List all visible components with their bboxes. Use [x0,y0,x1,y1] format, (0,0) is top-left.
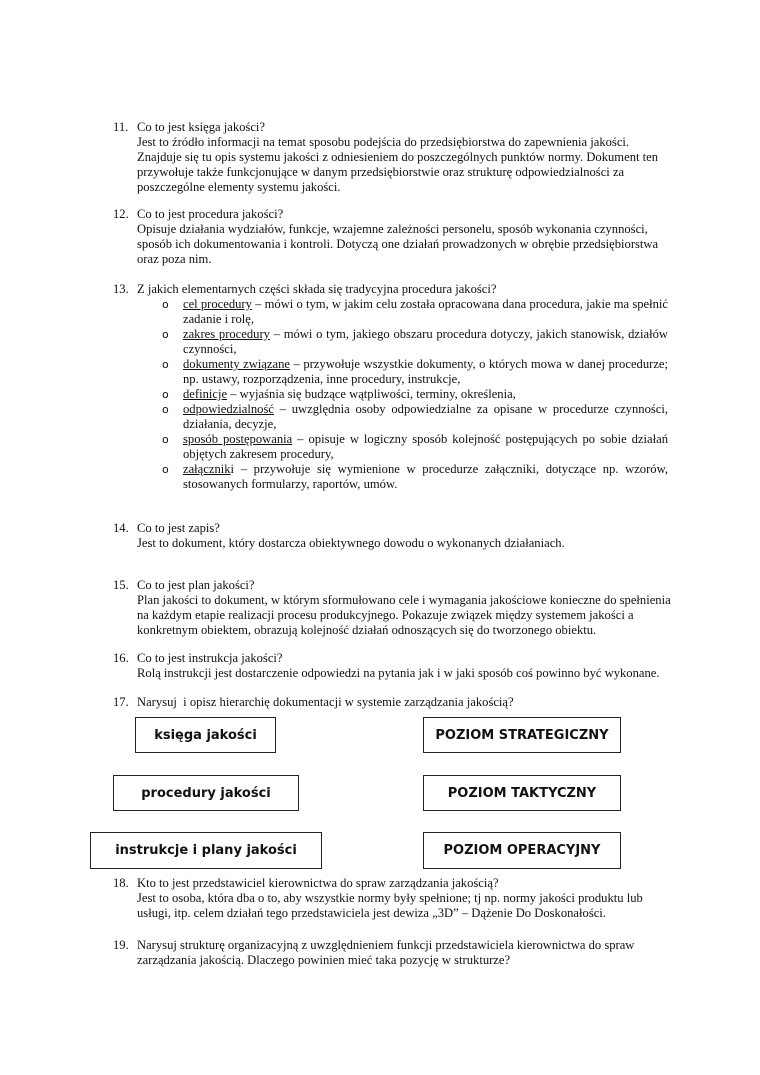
question-19 [113,938,673,968]
list-item-text: – mówi o tym, jakiego obszaru procedura dotyczy, jakich stanowisk, działów czynności, [183,327,668,356]
list-item-term: sposób postępowania [183,432,293,446]
bullet-circle-icon: o [162,388,169,401]
question-16 [113,651,673,681]
answer-text: Plan jakości to dokument, w którym sformułowano cele i wymagania jakościowe konieczne do spełnienia na każdym etapie realizacji procesu produkcyjnego. Pokazuje związek między systemem jakości a konkretnym obiektem, obrazują kolejność działań odnoszących się do tworzonego obiektu. [137,593,671,637]
question-number: 13. [113,282,129,296]
answer-text: Jest to źródło informacji na temat sposobu podejścia do przedsiębiorstwa do zapewnienia jakości. Znajduje się tu opis systemu jakości z odniesieniem do poszczególnych punktów normy. Dokument ten przywołuje także funkcjonujące w danym przedsiębiorstwie oraz strukturę odpowiedzialności za poszczególne elementy systemu jakości. [137,135,659,194]
bullet-circle-icon: o [162,463,169,476]
box-quality-procedures: procedury jakości [113,775,299,811]
question-number: 11. [113,120,129,134]
box-instructions-and-plans: instrukcje i plany jakości [90,832,322,869]
question-11 [113,120,673,195]
question-number: 19. [113,938,129,952]
question-12 [113,207,673,267]
answer-text: Opisuje działania wydziałów, funkcje, wzajemne zależności personelu, sposób wykonania czynności, sposób ich dokumentowania i kontroli. Dotyczą one działań prowadzonych w obrębie przedsiębiorstwa oraz poza nim. [137,222,659,266]
procedure-parts-list [162,297,668,492]
question-text: Narysuj strukturę organizacyjną z uwzględnieniem funkcji przedstawiciela kierownictwa do spraw zarządzania jakością. Dlaczego powinien mieć taka pozycję w strukturze? [137,938,635,967]
list-item [162,402,668,432]
question-text: Co to jest instrukcja jakości? [137,651,283,665]
question-text: Co to jest księga jakości? [137,120,266,134]
bullet-circle-icon: o [162,328,169,341]
question-number: 14. [113,521,129,535]
list-item-text: – przywołuje wszystkie dokumenty, o których mowa w danej procedurze; np. ustawy, rozporządzenia, inne procedury, instrukcje, [183,357,668,386]
bullet-circle-icon: o [162,433,169,446]
question-14 [113,521,673,551]
question-text: Co to jest zapis? [137,521,220,535]
question-number: 15. [113,578,129,592]
question-text: Kto to jest przedstawiciel kierownictwa do spraw zarządzania jakością? [137,876,499,890]
list-item [162,432,668,462]
answer-text: Rolą instrukcji jest dostarczenie odpowiedzi na pytania jak i w jaki sposób coś powinno być wykonane. [137,666,660,680]
question-17 [113,695,673,710]
question-text: Co to jest plan jakości? [137,578,255,592]
list-item-text: – mówi o tym, w jakim celu została opracowana dana procedura, jakie ma spełnić zadanie i rolę, [183,297,668,326]
list-item-term: załącznik [183,462,231,476]
list-item [162,357,668,387]
bullet-circle-icon: o [162,358,169,371]
answer-text: Jest to osoba, która dba o to, aby wszystkie normy były spełnione; tj np. normy jakości produktu lub usługi, itp. celem działań tego przedstawiciela jest dewiza „3D” – Dążenie Do Doskonałości. [137,891,643,920]
box-quality-manual: księga jakości [135,717,276,753]
box-operational-level: POZIOM OPERACYJNY [423,832,621,869]
box-strategic-level: POZIOM STRATEGICZNY [423,717,621,753]
question-number: 18. [113,876,129,890]
list-item-term: cel procedury [183,297,252,311]
list-item [162,327,668,357]
list-item [162,387,668,402]
list-item-text: – wyjaśnia się budzące wątpliwości, terminy, określenia, [227,387,516,401]
list-item-term: dokumenty związane [183,357,291,371]
list-item-text: – opisuje w logiczny sposób kolejność postępujących po sobie działań objętych zakresem procedury, [183,432,668,461]
list-item-term: odpowiedzialność [183,402,274,416]
list-item [162,297,668,327]
list-item-term: definicje [183,387,228,401]
list-item-term: zakres procedury [183,327,270,341]
answer-text: Jest to dokument, który dostarcza obiektywnego dowodu o wykonanych działaniach. [137,536,565,550]
list-item [162,462,668,492]
question-text: Narysuj i opisz hierarchię dokumentacji w systemie zarządzania jakością? [137,695,514,709]
bullet-circle-icon: o [162,403,169,416]
question-18 [113,876,673,921]
question-number: 12. [113,207,129,221]
question-15 [113,578,673,638]
question-13 [113,282,673,492]
question-text: Z jakich elementarnych części składa się tradycyjna procedura jakości? [137,282,497,296]
list-item-text: – uwzględnia osoby odpowiedzialne za opisane w procedurze czynności, działania, decyzje, [183,402,668,431]
question-text: Co to jest procedura jakości? [137,207,284,221]
box-tactical-level: POZIOM TAKTYCZNY [423,775,621,811]
list-item-text: i – przywołuje się wymienione w procedurze załączniki, dotyczące np. wzorów, stosowanych formularzy, raportów, umów. [183,462,668,491]
bullet-circle-icon: o [162,298,169,311]
question-number: 17. [113,695,129,709]
question-number: 16. [113,651,129,665]
